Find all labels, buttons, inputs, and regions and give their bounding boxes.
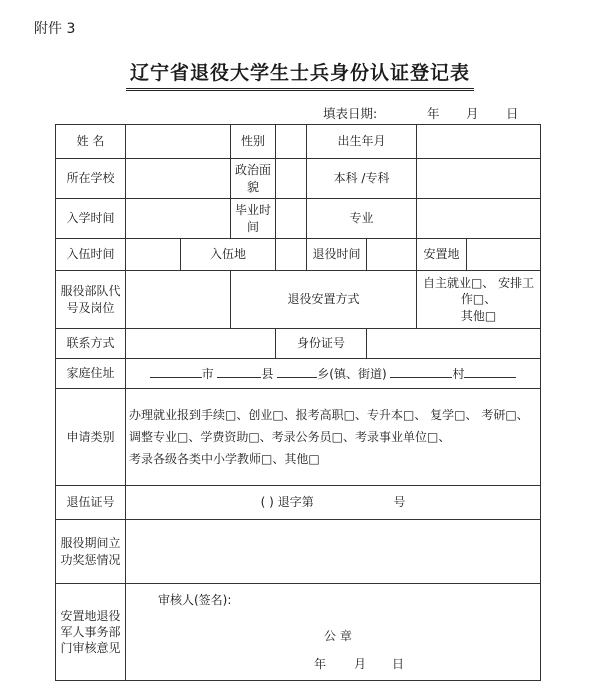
row-cert <box>56 486 541 520</box>
label-enroll-time: 入学时间 <box>56 199 126 239</box>
grad-time-field[interactable] <box>276 199 307 239</box>
apply-type-line: 调整专业□、学费资助□、考录公务员□、考录事业单位□、 <box>129 429 451 444</box>
apply-type-options[interactable] <box>126 389 541 486</box>
row-enlist <box>56 239 541 271</box>
contact-field[interactable] <box>126 329 276 359</box>
resettle-options[interactable] <box>417 271 541 329</box>
fill-date-month: 月 <box>466 106 479 121</box>
label-birth: 出生年月 <box>307 125 417 159</box>
official-seal-label: 公 章 <box>324 629 352 643</box>
fill-date-day: 日 <box>506 106 519 121</box>
awards-field[interactable] <box>126 520 541 584</box>
enroll-time-field[interactable] <box>126 199 231 239</box>
label-major: 专业 <box>307 199 417 239</box>
opinion-field[interactable] <box>126 584 541 681</box>
name-field[interactable] <box>126 125 231 159</box>
enlist-time-field[interactable] <box>126 239 181 271</box>
label-apply-type: 申请类别 <box>56 389 126 486</box>
address-village: 村 <box>452 366 465 381</box>
form-title-text: 辽宁省退役大学生士兵身份认证登记表 <box>126 58 474 91</box>
row-unit <box>56 271 541 329</box>
registration-form-table <box>55 124 541 681</box>
label-political: 政治面貌 <box>231 159 276 199</box>
cert-paren: ( ) <box>260 495 274 510</box>
address-field[interactable] <box>126 359 541 389</box>
address-town-note: (镇、街道) <box>329 366 387 381</box>
label-unit: 服役部队代号及岗位 <box>56 271 126 329</box>
row-school <box>56 159 541 199</box>
label-id-number: 身份证号 <box>276 329 367 359</box>
enlist-place-field[interactable] <box>276 239 307 271</box>
degree-field[interactable] <box>417 159 541 199</box>
label-gender: 性别 <box>231 125 276 159</box>
apply-type-line: 考录各级各类中小学教师□、其他□ <box>129 452 320 467</box>
review-year: 年 <box>314 657 327 671</box>
resettle-options-line1: 自主就业□、 安排工作□、 <box>422 276 535 307</box>
label-awards: 服役期间立功奖惩情况 <box>56 520 126 584</box>
row-contact <box>56 329 541 359</box>
major-field[interactable] <box>417 199 541 239</box>
cert-text: 退字第 <box>277 495 314 510</box>
label-enlist-time: 入伍时间 <box>56 239 126 271</box>
address-county: 县 <box>261 366 274 381</box>
gender-field[interactable] <box>276 125 307 159</box>
cert-no-field[interactable] <box>126 486 541 520</box>
cert-suffix: 号 <box>393 495 406 510</box>
row-address <box>56 359 541 389</box>
review-day: 日 <box>392 657 405 671</box>
review-month: 月 <box>354 657 367 671</box>
row-apply-type <box>56 389 541 486</box>
opinion-area <box>126 584 540 680</box>
label-cert-no: 退伍证号 <box>56 486 126 520</box>
label-resettle-method: 退役安置方式 <box>231 271 417 329</box>
retire-time-field[interactable] <box>367 239 417 271</box>
apply-type-line: 办理就业报到手续□、创业□、报考高职□、专升本□、 复学□、 考研□、 <box>129 407 529 422</box>
label-retire-time: 退役时间 <box>307 239 367 271</box>
id-number-field[interactable] <box>367 329 541 359</box>
label-name: 姓 名 <box>56 125 126 159</box>
label-enlist-place: 入伍地 <box>181 239 276 271</box>
address-city: 市 <box>201 366 214 381</box>
fill-date-year: 年 <box>427 106 440 121</box>
label-opinion: 安置地退役军人事务部门审核意见 <box>56 584 126 681</box>
label-resettle-place: 安置地 <box>417 239 467 271</box>
reviewer-signature-label: 审核人(签名): <box>158 593 232 607</box>
birth-field[interactable] <box>417 125 541 159</box>
unit-field[interactable] <box>126 271 231 329</box>
label-address: 家庭住址 <box>56 359 126 389</box>
fill-date-label: 填表日期: <box>323 106 378 121</box>
label-degree: 本科 /专科 <box>307 159 417 199</box>
resettle-place-field[interactable] <box>467 239 541 271</box>
row-awards <box>56 520 541 584</box>
school-field[interactable] <box>126 159 231 199</box>
attachment-label: 附件 3 <box>34 21 76 37</box>
address-town: 乡 <box>317 366 330 381</box>
resettle-options-line2: 其他□ <box>460 308 497 323</box>
row-name <box>56 125 541 159</box>
form-title <box>0 58 600 91</box>
row-enroll <box>56 199 541 239</box>
political-field[interactable] <box>276 159 307 199</box>
label-grad-time: 毕业时间 <box>231 199 276 239</box>
row-opinion <box>56 584 541 681</box>
label-school: 所在学校 <box>56 159 126 199</box>
label-contact: 联系方式 <box>56 329 126 359</box>
